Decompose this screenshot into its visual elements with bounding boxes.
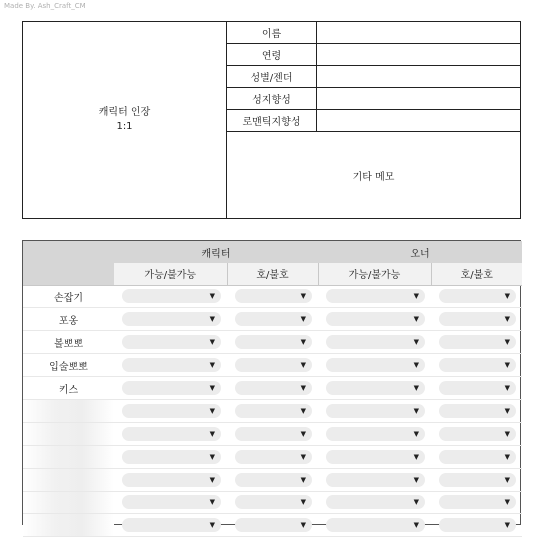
preference-dropdown[interactable] xyxy=(326,495,425,509)
dropdown-cell xyxy=(227,331,318,354)
portrait-box[interactable] xyxy=(23,22,227,218)
chevron-down-icon: ▼ xyxy=(209,475,215,484)
memo-area[interactable] xyxy=(227,132,520,218)
chevron-down-icon: ▼ xyxy=(413,452,420,461)
preference-dropdown[interactable] xyxy=(122,518,221,532)
preference-dropdown[interactable] xyxy=(439,358,516,372)
row-label xyxy=(23,514,114,537)
dropdown-cell xyxy=(318,354,431,377)
group-header-row xyxy=(23,241,522,263)
dropdown-cell xyxy=(318,491,431,514)
row-label xyxy=(23,399,114,422)
dropdown-cell xyxy=(431,514,522,537)
chevron-down-icon: ▼ xyxy=(209,521,215,530)
field-label: 이름 xyxy=(227,22,317,43)
chevron-down-icon: ▼ xyxy=(209,292,215,301)
credit-text: Made By. Ash_Craft_CM xyxy=(4,2,86,10)
preference-dropdown[interactable] xyxy=(439,473,516,487)
preference-dropdown[interactable] xyxy=(439,518,516,532)
chevron-down-icon: ▼ xyxy=(209,452,215,461)
dropdown-cell xyxy=(227,399,318,422)
info-row-name xyxy=(227,22,520,44)
preference-dropdown[interactable] xyxy=(235,473,312,487)
info-row-age xyxy=(227,44,520,66)
dropdown-cell xyxy=(431,308,522,331)
portrait-label: 캐릭터 인장 xyxy=(98,107,151,118)
memo-label: 기타 메모 xyxy=(352,171,395,183)
preference-dropdown[interactable] xyxy=(122,427,221,441)
chevron-down-icon: ▼ xyxy=(300,361,307,370)
row-label xyxy=(23,491,114,514)
sub-header: 가능/불가능 xyxy=(114,263,227,285)
chevron-down-icon: ▼ xyxy=(300,475,307,484)
dropdown-cell xyxy=(431,354,522,377)
table-row xyxy=(23,445,522,468)
sub-header-row xyxy=(23,263,522,285)
preference-grid xyxy=(23,241,522,537)
dropdown-cell xyxy=(431,377,522,400)
chevron-down-icon: ▼ xyxy=(504,429,511,438)
dropdown-cell xyxy=(114,491,227,514)
portrait-ratio: 1:1 xyxy=(116,121,133,132)
chevron-down-icon: ▼ xyxy=(504,498,511,507)
info-row-gender xyxy=(227,66,520,88)
row-label: 포옹 xyxy=(23,308,114,331)
preference-dropdown[interactable] xyxy=(122,335,221,349)
field-label: 성지향성 xyxy=(227,88,317,109)
chevron-down-icon: ▼ xyxy=(504,452,511,461)
dropdown-cell xyxy=(114,468,227,491)
preference-dropdown[interactable] xyxy=(235,427,312,441)
dropdown-cell xyxy=(114,445,227,468)
age-field[interactable] xyxy=(317,44,520,65)
chevron-down-icon: ▼ xyxy=(300,338,307,347)
chevron-down-icon: ▼ xyxy=(413,384,420,392)
dropdown-cell xyxy=(114,308,227,331)
chevron-down-icon: ▼ xyxy=(504,315,511,324)
chevron-down-icon: ▼ xyxy=(300,406,307,415)
preference-dropdown[interactable] xyxy=(439,495,516,509)
preference-dropdown[interactable] xyxy=(122,473,221,487)
dropdown-cell xyxy=(431,331,522,354)
chevron-down-icon: ▼ xyxy=(413,292,420,301)
preference-dropdown[interactable] xyxy=(326,518,425,532)
preference-dropdown[interactable] xyxy=(439,404,516,418)
preference-dropdown[interactable] xyxy=(326,289,425,303)
info-row-romantic-orientation xyxy=(227,110,520,132)
dropdown-cell xyxy=(431,445,522,468)
dropdown-cell xyxy=(227,354,318,377)
preference-dropdown[interactable] xyxy=(235,381,312,395)
row-label: 손잡기 xyxy=(23,285,114,308)
dropdown-cell xyxy=(227,468,318,491)
dropdown-cell xyxy=(114,354,227,377)
preference-dropdown[interactable] xyxy=(439,427,516,441)
table-row xyxy=(23,354,522,377)
dropdown-cell xyxy=(114,331,227,354)
group-header-owner: 오너 xyxy=(318,241,522,263)
preference-dropdown[interactable] xyxy=(439,289,516,303)
row-label xyxy=(23,422,114,445)
gender-field[interactable] xyxy=(317,66,520,87)
row-label: 볼뽀뽀 xyxy=(23,331,114,354)
dropdown-cell xyxy=(318,422,431,445)
sexual-orientation-field[interactable] xyxy=(317,88,520,109)
preference-dropdown[interactable] xyxy=(326,427,425,441)
dropdown-cell xyxy=(318,285,431,308)
chevron-down-icon: ▼ xyxy=(413,498,420,507)
preference-dropdown[interactable] xyxy=(235,404,312,418)
row-label: 키스 xyxy=(23,377,114,400)
chevron-down-icon: ▼ xyxy=(504,338,511,347)
preference-dropdown[interactable] xyxy=(326,335,425,349)
chevron-down-icon: ▼ xyxy=(413,338,420,347)
dropdown-cell xyxy=(114,422,227,445)
dropdown-cell xyxy=(114,399,227,422)
dropdown-cell xyxy=(227,514,318,537)
dropdown-cell xyxy=(318,308,431,331)
chevron-down-icon: ▼ xyxy=(413,361,420,370)
chevron-down-icon: ▼ xyxy=(504,521,511,530)
dropdown-cell xyxy=(318,331,431,354)
table-row xyxy=(23,491,522,514)
dropdown-cell xyxy=(318,468,431,491)
dropdown-cell xyxy=(318,399,431,422)
preference-dropdown[interactable] xyxy=(326,404,425,418)
dropdown-cell xyxy=(431,285,522,308)
preference-dropdown[interactable] xyxy=(235,450,312,464)
chevron-down-icon: ▼ xyxy=(300,452,307,461)
header-corner xyxy=(23,263,114,285)
preference-dropdown[interactable] xyxy=(122,404,221,418)
row-label xyxy=(23,468,114,491)
preference-dropdown[interactable] xyxy=(326,358,425,372)
field-label: 연령 xyxy=(227,44,317,65)
preference-dropdown[interactable] xyxy=(326,312,425,326)
chevron-down-icon: ▼ xyxy=(300,429,307,438)
preference-dropdown[interactable] xyxy=(235,312,312,326)
dropdown-cell xyxy=(431,491,522,514)
preference-dropdown[interactable] xyxy=(122,289,221,303)
chevron-down-icon: ▼ xyxy=(413,315,420,324)
table-row xyxy=(23,422,522,445)
chevron-down-icon: ▼ xyxy=(300,292,307,301)
chevron-down-icon: ▼ xyxy=(209,406,215,415)
chevron-down-icon: ▼ xyxy=(209,361,215,370)
table-row xyxy=(23,308,522,331)
dropdown-cell xyxy=(318,445,431,468)
name-field[interactable] xyxy=(317,22,520,43)
chevron-down-icon: ▼ xyxy=(209,338,215,347)
preference-dropdown[interactable] xyxy=(122,358,221,372)
preference-dropdown[interactable] xyxy=(439,312,516,326)
dropdown-cell xyxy=(227,422,318,445)
row-label: 입술뽀뽀 xyxy=(23,354,114,377)
preference-dropdown[interactable] xyxy=(122,312,221,326)
info-row-sexual-orientation xyxy=(227,88,520,110)
preference-dropdown[interactable] xyxy=(326,381,425,395)
chevron-down-icon: ▼ xyxy=(504,292,511,301)
dropdown-cell xyxy=(318,514,431,537)
row-label xyxy=(23,445,114,468)
dropdown-cell xyxy=(227,445,318,468)
chevron-down-icon: ▼ xyxy=(413,406,420,415)
chevron-down-icon: ▼ xyxy=(209,315,215,324)
preference-dropdown[interactable] xyxy=(439,335,516,349)
field-label: 성별/젠더 xyxy=(227,66,317,87)
table-row xyxy=(23,377,522,400)
dropdown-cell xyxy=(227,491,318,514)
chevron-down-icon: ▼ xyxy=(504,406,511,415)
sub-header: 호/불호 xyxy=(227,263,318,285)
sub-header: 호/불호 xyxy=(431,263,522,285)
table-row xyxy=(23,285,522,308)
preference-table xyxy=(22,240,521,530)
chevron-down-icon: ▼ xyxy=(300,498,307,507)
preference-dropdown[interactable] xyxy=(439,450,516,464)
preference-dropdown[interactable] xyxy=(326,473,425,487)
preference-dropdown[interactable] xyxy=(122,495,221,509)
chevron-down-icon: ▼ xyxy=(504,475,511,484)
preference-dropdown[interactable] xyxy=(122,450,221,464)
dropdown-cell xyxy=(227,308,318,331)
preference-dropdown[interactable] xyxy=(235,495,312,509)
header-corner xyxy=(23,241,114,263)
chevron-down-icon: ▼ xyxy=(504,361,511,370)
preference-dropdown[interactable] xyxy=(235,358,312,372)
chevron-down-icon: ▼ xyxy=(300,315,307,324)
preference-dropdown[interactable] xyxy=(235,335,312,349)
dropdown-cell xyxy=(318,377,431,400)
table-row xyxy=(23,514,522,537)
info-panel xyxy=(227,22,520,218)
dropdown-cell xyxy=(114,514,227,537)
chevron-down-icon: ▼ xyxy=(209,498,215,507)
preference-dropdown[interactable] xyxy=(326,450,425,464)
dropdown-cell xyxy=(227,377,318,400)
chevron-down-icon: ▼ xyxy=(300,521,307,530)
chevron-down-icon: ▼ xyxy=(413,475,420,484)
group-header-character: 캐릭터 xyxy=(114,241,318,263)
table-row xyxy=(23,468,522,491)
dropdown-cell xyxy=(431,422,522,445)
profile-card xyxy=(22,21,521,219)
chevron-down-icon: ▼ xyxy=(413,429,420,438)
sub-header: 가능/불가능 xyxy=(318,263,431,285)
chevron-down-icon: ▼ xyxy=(209,384,215,392)
dropdown-cell xyxy=(431,399,522,422)
table-row xyxy=(23,331,522,354)
preference-dropdown[interactable] xyxy=(122,381,221,395)
preference-dropdown[interactable] xyxy=(439,381,516,395)
chevron-down-icon: ▼ xyxy=(413,521,420,530)
preference-dropdown[interactable] xyxy=(235,518,312,532)
chevron-down-icon: ▼ xyxy=(300,384,307,392)
dropdown-cell xyxy=(431,468,522,491)
preference-dropdown[interactable] xyxy=(235,289,312,303)
dropdown-cell xyxy=(114,285,227,308)
field-label: 로맨틱지향성 xyxy=(227,110,317,131)
romantic-orientation-field[interactable] xyxy=(317,110,520,131)
dropdown-cell xyxy=(114,377,227,400)
chevron-down-icon: ▼ xyxy=(504,384,511,392)
chevron-down-icon: ▼ xyxy=(209,429,215,438)
table-row xyxy=(23,399,522,422)
dropdown-cell xyxy=(227,285,318,308)
